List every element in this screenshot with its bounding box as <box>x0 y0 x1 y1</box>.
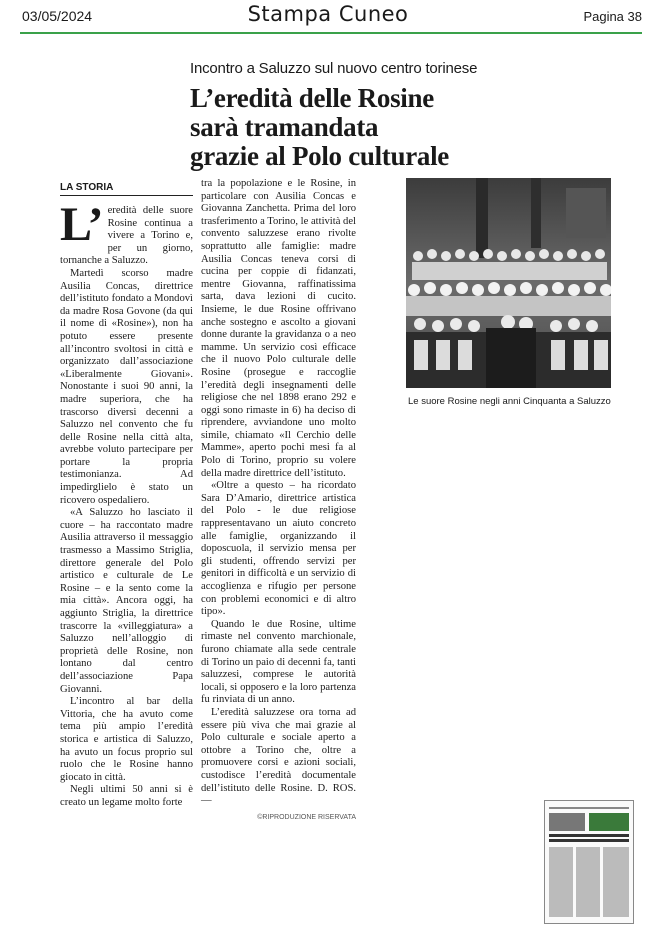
headline-line: sarà tramandata <box>190 112 379 142</box>
header-date: 03/05/2024 <box>22 8 93 24</box>
historical-photo <box>406 178 611 388</box>
thumbnail-preview-image <box>545 801 633 923</box>
header-title: Stampa Cuneo <box>247 2 409 26</box>
paragraph: L’ eredità delle suore Rosine continua a vivere a Torino e, per un giorno, tornanche a Saluzzo. <box>60 198 193 267</box>
article-headline <box>190 84 449 171</box>
paragraph: «A Saluzzo ho lasciato il cuore – ha raccontato madre Ausilia attraverso il messaggio trasmesso a Massimo Striglia, direttore generale del Polo artistico e culturale de Le Rosine – e la sento come la mia città». Ancora oggi, ha aggiunto Striglia, la direttrice trascorre la «villeggiatura» a Saluzzo nell’alloggio di proprietà delle Rosine, non lontano dal centro dell’associazione Papa Giovanni. <box>60 507 193 695</box>
header-divider <box>20 32 642 34</box>
photo-caption: Le suore Rosine negli anni Cinquanta a Saluzzo <box>408 396 611 407</box>
page-thumbnail[interactable] <box>544 800 634 924</box>
paragraph: L’incontro al bar della Vittoria, che ha avuto come tema più ampio l’eredità storica e artistica di Saluzzo, ha avuto un focus proprio sul ruolo che le Rosine hanno giocato in città. <box>60 696 193 783</box>
paragraph: Martedì scorso madre Ausilia Concas, direttrice dell’istituto fondato a Mondovì da madre Rosa Govone (da qui il nome di «Rosine»), non ha potuto essere presente all’incontro svoltosi in città e organizzato dall’associazione «Liberalmente Giovani». Nonostante i suoi 90 anni, la madre superiora, che ha trascorso diversi decenni a Saluzzo nel convento che fu delle Rosine nella città alta, avrebbe voluto partecipare per portare la propria testimonianza. Ad impedirglielo è stato un ricovero ospedaliero. <box>60 267 193 506</box>
paragraph: L’eredità saluzzese ora torna ad essere più viva che mai grazie al Polo culturale e sociale aperto a ottobre a Torino che, oltre a promuovere corsi e azioni sociali, custodisce l’eredità documentale dell’istituto delle Rosine. D. ROS. — <box>201 706 356 807</box>
page-header <box>0 0 656 34</box>
headline-line: L’eredità delle Rosine <box>190 83 434 113</box>
paragraph: Negli ultimi 50 anni si è creato un legame molto forte <box>60 784 193 808</box>
paragraph: tra la popolazione e le Rosine, in particolare con Ausilia Concas e Giovanna Zanchetta. Prima del loro trasferimento a Torino, le attività del convento saluzzese erano rivolte soprattutto alle famiglie: madre Ausilia Concas teneva corsi di cucina per coppie di fidanzati, mentre Giovanna, raffinatissima sarta, dava lezioni di cucito. Insieme, le due Rosine offrivano anche sostegno e ascolto a giovani donne durante la gravidanza o a neo mamme. Un servizio così efficace che il nuovo Polo culturale delle Rosine (prosegue e raccoglie l’eredità degli insegnamenti delle religiose che nel 1898 erano 292 e oggi sono rimaste in 6) ha deciso di riprendere, avviandone uno molto simile, chiamato «Il Cerchio delle Mamme», aperto pochi mesi fa al Polo di Torino, proprio su volere della madre direttrice dell’istituto. <box>201 178 356 479</box>
paragraph: Quando le due Rosine, ultime rimaste nel convento marchionale, furono chiamate alla sede centrale di Torino un paio di decenni fa, tanti saluzzesi, comprese le autorità locali, si opposero e la loro partenza fu rinviata di un anno. <box>201 618 356 706</box>
section-label: LA STORIA <box>60 182 193 196</box>
dropcap: L’ <box>60 198 104 251</box>
article-column-2 <box>201 178 356 824</box>
paragraph: «Oltre a questo – ha ricordato Sara D’Amario, direttrice artistica del Polo - le due religiose rappresentavano un aiuto concreto alle famiglie, organizzando il doposcuola, il servizio mensa per gli studenti, offrendo servizi per genitori in difficoltà e un servizio di accoglienza e rifugio per persone con problemi economici e di altro tipo». <box>201 480 356 618</box>
article-column-1 <box>60 198 193 810</box>
copyright-note: ©RIPRODUZIONE RISERVATA <box>257 813 356 821</box>
header-page-number: Pagina 38 <box>583 9 642 24</box>
article-kicker: Incontro a Saluzzo sul nuovo centro torinese <box>190 60 478 77</box>
headline-line: grazie al Polo culturale <box>190 141 449 171</box>
group-photo-image <box>406 178 611 388</box>
